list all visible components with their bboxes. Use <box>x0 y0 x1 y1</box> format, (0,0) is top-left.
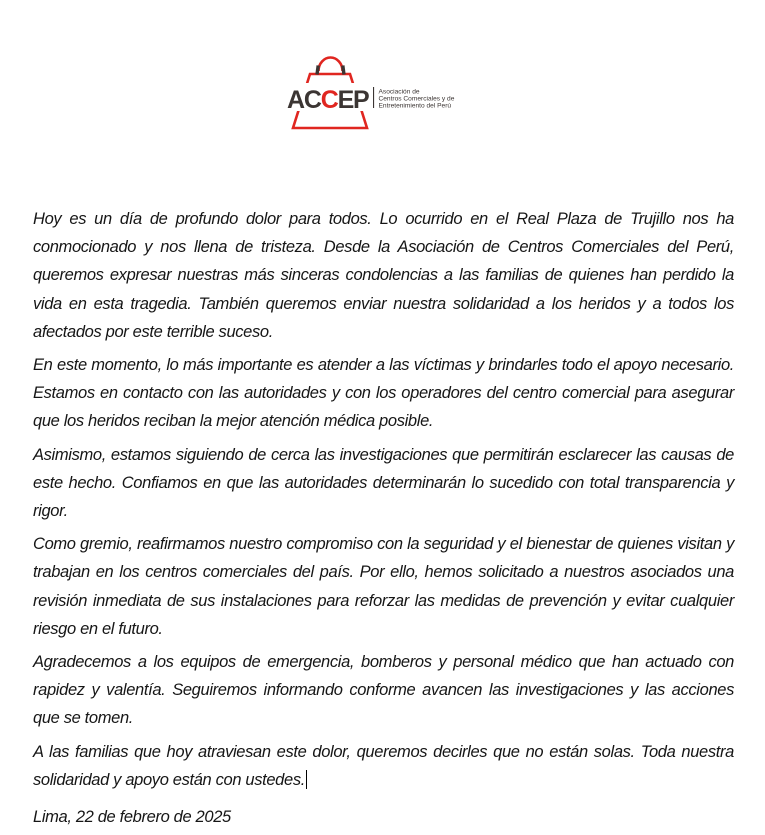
handle-anchor-left-icon <box>317 66 318 75</box>
logo-divider <box>373 87 374 108</box>
date-line[interactable]: Lima, 22 de febrero de 2025 <box>33 808 231 827</box>
statement-paragraph-6[interactable] <box>33 738 734 794</box>
wordmark-part-dark-1: AC <box>287 86 321 114</box>
logo-tagline-line-2: Centros Comerciales y de <box>378 95 455 103</box>
accep-wordmark <box>287 86 369 114</box>
wordmark-part-red: C <box>320 86 338 114</box>
logo-tagline-line-1: Asociación de <box>378 88 420 96</box>
statement-paragraph-3[interactable]: Asimismo, estamos siguiendo de cerca las investigaciones que permitirán esclarecer las causas de este hecho. Confiamos en que las autoridades determinarán lo sucedido con total transparencia y rigor. <box>33 445 734 521</box>
statement-paragraph-5[interactable]: Agradecemos a los equipos de emergencia, bomberos y personal médico que han actuado con rapidez y valentía. Seguiremos informando conforme avancen las investigaciones y las acciones que se tomen. <box>33 653 734 728</box>
accep-logo <box>262 45 502 145</box>
statement-paragraph-6-text[interactable]: A las familias que hoy atraviesan este dolor, queremos decirles que no están solas. Toda nuestra solidaridad y apoyo están con ustedes. <box>33 742 734 789</box>
bag-handle-icon <box>319 58 343 72</box>
document-body[interactable] <box>33 205 734 835</box>
text-cursor <box>306 770 308 789</box>
statement-paragraph-1[interactable]: Hoy es un día de profundo dolor para todos. Lo ocurrido en el Real Plaza de Trujillo nos ha conmocionado y nos llena de tristeza. Desde la Asociación de Centros Comerciales del Perú, queremos expresar nuestras más sinceras condolencias a las familias de quienes han perdido la vida en esta tragedia. También queremos enviar nuestra solidaridad a los heridos y a todos los afectados por este terrible suceso. <box>33 210 734 341</box>
statement-paragraph-4[interactable]: Como gremio, reafirmamos nuestro compromiso con la seguridad y el bienestar de quienes visitan y trabajan en los centros comerciales del país. Por ello, hemos solicitado a nuestros asociados una revisión inmediata de sus instalaciones para reforzar las medidas de prevención y evitar cualquier riesgo en el futuro. <box>33 535 734 638</box>
logo-tagline-line-3: Entretenimiento del Perú <box>378 102 452 110</box>
wordmark-part-dark-2: EP <box>337 86 369 114</box>
statement-paragraph-2[interactable]: En este momento, lo más importante es atender a las víctimas y brindarles todo el apoyo necesario. Estamos en contacto con las autoridades y con los operadores del centro comercial para asegurar que los heridos reciban la mejor atención médica posible. <box>33 356 734 431</box>
shopping-bag-logo-icon <box>262 45 502 145</box>
handle-anchor-right-icon <box>343 66 344 75</box>
